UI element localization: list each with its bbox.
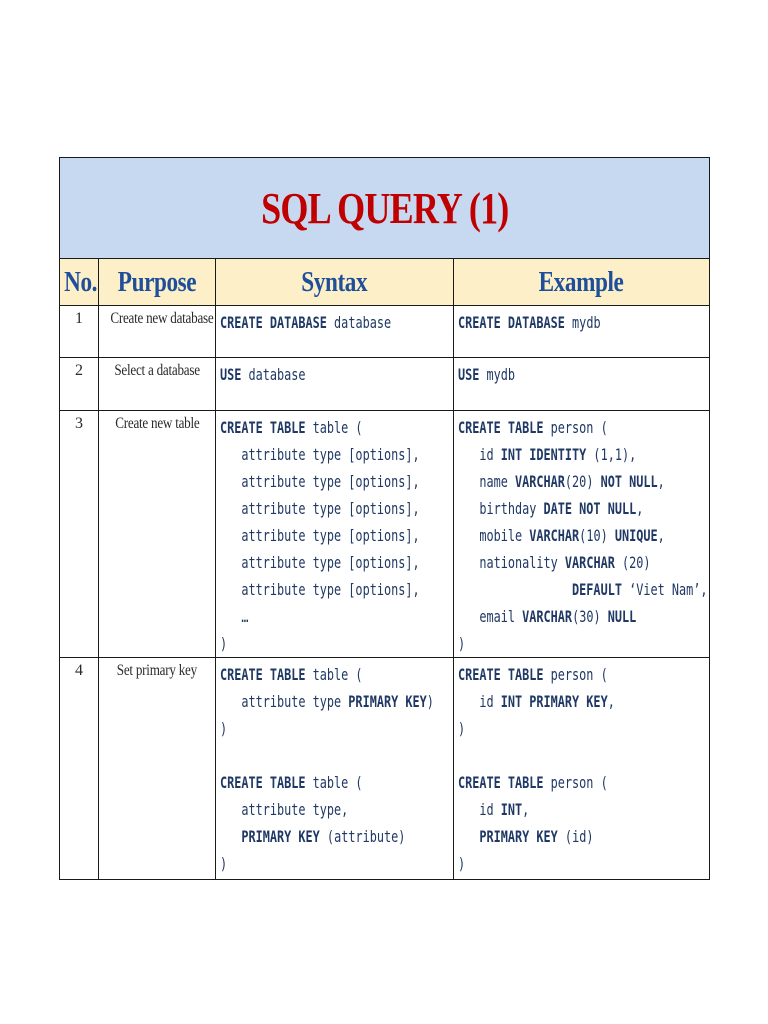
syntax-code — [216, 306, 454, 358]
example-code — [454, 658, 710, 880]
example-code — [454, 358, 710, 411]
code-line — [458, 441, 644, 468]
code-line — [458, 630, 644, 657]
header-syntax-label: Syntax — [301, 265, 368, 298]
code-keyword: INT — [500, 800, 523, 819]
code-line — [220, 468, 420, 495]
code-line — [458, 522, 665, 549]
row-purpose — [99, 306, 216, 358]
code-line — [220, 603, 392, 630]
header-purpose-label: Purpose — [117, 265, 197, 298]
code-text: attribute type [options], — [220, 580, 420, 599]
code-keyword: DATE NOT NULL — [543, 499, 637, 518]
code-line — [220, 522, 420, 549]
code-text: database — [326, 313, 392, 332]
row-number: 1 — [60, 306, 99, 358]
row-purpose-label: Create new table — [114, 415, 200, 432]
code-text: attribute type — [220, 692, 349, 711]
code-keyword: CREATE DATABASE — [220, 313, 327, 332]
code-line — [458, 661, 644, 688]
code-text: ‘Viet Nam’, — [621, 580, 708, 599]
row-purpose-label: Create new database — [110, 310, 214, 327]
code-keyword: USE — [220, 365, 242, 384]
code-text: ) — [458, 854, 466, 873]
code-text: nationality — [458, 553, 565, 572]
code-text: , — [607, 692, 615, 711]
sql-query-table — [59, 157, 710, 880]
code-keyword: CREATE TABLE — [220, 773, 306, 792]
title-cell — [60, 158, 710, 259]
code-keyword: UNIQUE — [614, 526, 658, 545]
code-keyword: NULL — [607, 607, 637, 626]
table-row — [60, 306, 710, 358]
code-text: mobile — [458, 526, 530, 545]
code-line — [220, 361, 392, 388]
code-line — [220, 742, 392, 769]
code-text — [458, 827, 479, 846]
code-line — [458, 361, 644, 388]
code-line — [458, 495, 644, 522]
code-text: ) — [426, 692, 434, 711]
header-no-label: No. — [64, 265, 98, 298]
code-text: (id) — [557, 827, 594, 846]
code-line — [220, 309, 392, 336]
code-line — [458, 414, 644, 441]
code-keyword: VARCHAR — [522, 607, 573, 626]
example-code — [454, 411, 710, 658]
code-line — [458, 576, 708, 603]
code-text: person ( — [543, 665, 608, 684]
code-text: mydb — [479, 365, 516, 384]
row-purpose-label: Set primary key — [116, 662, 198, 679]
code-line — [458, 715, 644, 742]
header-purpose — [99, 259, 216, 306]
code-text: (20) — [614, 553, 651, 572]
code-keyword: DEFAULT — [572, 580, 622, 599]
syntax-code — [216, 411, 454, 658]
code-text: (attribute) — [319, 827, 406, 846]
code-keyword: NOT NULL — [600, 472, 658, 491]
code-text: (10) — [579, 526, 615, 545]
row-purpose — [99, 658, 216, 880]
code-text: (30) — [572, 607, 608, 626]
syntax-code — [216, 658, 454, 880]
code-line — [458, 549, 651, 576]
code-keyword: CREATE TABLE — [220, 665, 306, 684]
code-text — [220, 827, 241, 846]
code-line — [220, 850, 392, 877]
code-line — [220, 796, 392, 823]
code-text: id — [458, 445, 501, 464]
code-keyword: USE — [458, 365, 480, 384]
code-text: , — [657, 472, 665, 491]
code-text: id — [458, 692, 501, 711]
code-keyword: VARCHAR — [515, 472, 565, 491]
code-line — [220, 661, 392, 688]
code-keyword: CREATE TABLE — [458, 665, 544, 684]
code-line — [458, 309, 644, 336]
code-text: ) — [220, 719, 228, 738]
table-row — [60, 358, 710, 411]
code-keyword: INT IDENTITY — [500, 445, 587, 464]
code-keyword: CREATE TABLE — [458, 418, 544, 437]
code-line — [220, 823, 406, 850]
code-text: attribute type [options], — [220, 445, 420, 464]
code-keyword: VARCHAR — [529, 526, 580, 545]
header-no — [60, 259, 99, 306]
code-line — [458, 468, 665, 495]
code-text: , — [657, 526, 665, 545]
code-line — [458, 823, 644, 850]
row-number: 4 — [60, 658, 99, 880]
code-keyword: VARCHAR — [564, 553, 615, 572]
example-code — [454, 306, 710, 358]
code-line — [220, 630, 392, 657]
code-keyword: CREATE TABLE — [458, 773, 544, 792]
code-text: (20) — [564, 472, 601, 491]
code-keyword: CREATE DATABASE — [458, 313, 565, 332]
code-text: , — [636, 499, 644, 518]
row-number: 2 — [60, 358, 99, 411]
code-text: table ( — [305, 418, 363, 437]
code-text: ) — [220, 634, 228, 653]
code-line — [220, 715, 392, 742]
code-keyword: INT PRIMARY KEY — [500, 692, 608, 711]
code-line — [220, 414, 392, 441]
code-line — [458, 742, 644, 769]
code-text: name — [458, 472, 516, 491]
header-row — [60, 259, 710, 306]
code-line — [220, 688, 434, 715]
header-syntax — [216, 259, 454, 306]
code-text: attribute type [options], — [220, 472, 420, 491]
code-text: , — [522, 800, 530, 819]
code-line — [458, 796, 644, 823]
row-purpose — [99, 358, 216, 411]
code-text: attribute type [options], — [220, 553, 420, 572]
syntax-code — [216, 358, 454, 411]
code-line — [220, 549, 420, 576]
header-example — [454, 259, 710, 306]
code-line — [220, 576, 420, 603]
code-line — [220, 769, 392, 796]
table-row — [60, 658, 710, 880]
code-text: person ( — [543, 418, 608, 437]
code-text: ) — [458, 634, 466, 653]
code-text: (1,1), — [586, 445, 637, 464]
row-number: 3 — [60, 411, 99, 658]
code-text: … — [220, 607, 249, 626]
code-text: attribute type, — [220, 800, 349, 819]
code-text: person ( — [543, 773, 608, 792]
code-text: birthday — [458, 499, 544, 518]
code-text: attribute type [options], — [220, 526, 420, 545]
code-line — [220, 495, 420, 522]
code-line — [458, 688, 644, 715]
code-text: database — [241, 365, 306, 384]
code-text — [458, 580, 572, 599]
row-purpose — [99, 411, 216, 658]
code-line — [220, 441, 420, 468]
code-text: email — [458, 607, 523, 626]
code-text: ) — [220, 854, 228, 873]
header-example-label: Example — [539, 265, 624, 298]
code-line — [458, 769, 644, 796]
code-text: mydb — [564, 313, 601, 332]
code-text: table ( — [305, 773, 363, 792]
code-text: id — [458, 800, 501, 819]
code-line — [458, 603, 644, 630]
code-line — [458, 850, 644, 877]
code-keyword: PRIMARY KEY — [348, 692, 427, 711]
page-title: SQL QUERY (1) — [260, 183, 509, 233]
code-keyword: PRIMARY KEY — [479, 827, 558, 846]
code-keyword: CREATE TABLE — [220, 418, 306, 437]
code-text: ) — [458, 719, 466, 738]
code-text: table ( — [305, 665, 363, 684]
row-purpose-label: Select a database — [114, 362, 200, 379]
table-row — [60, 411, 710, 658]
code-text: attribute type [options], — [220, 499, 420, 518]
code-keyword: PRIMARY KEY — [241, 827, 320, 846]
